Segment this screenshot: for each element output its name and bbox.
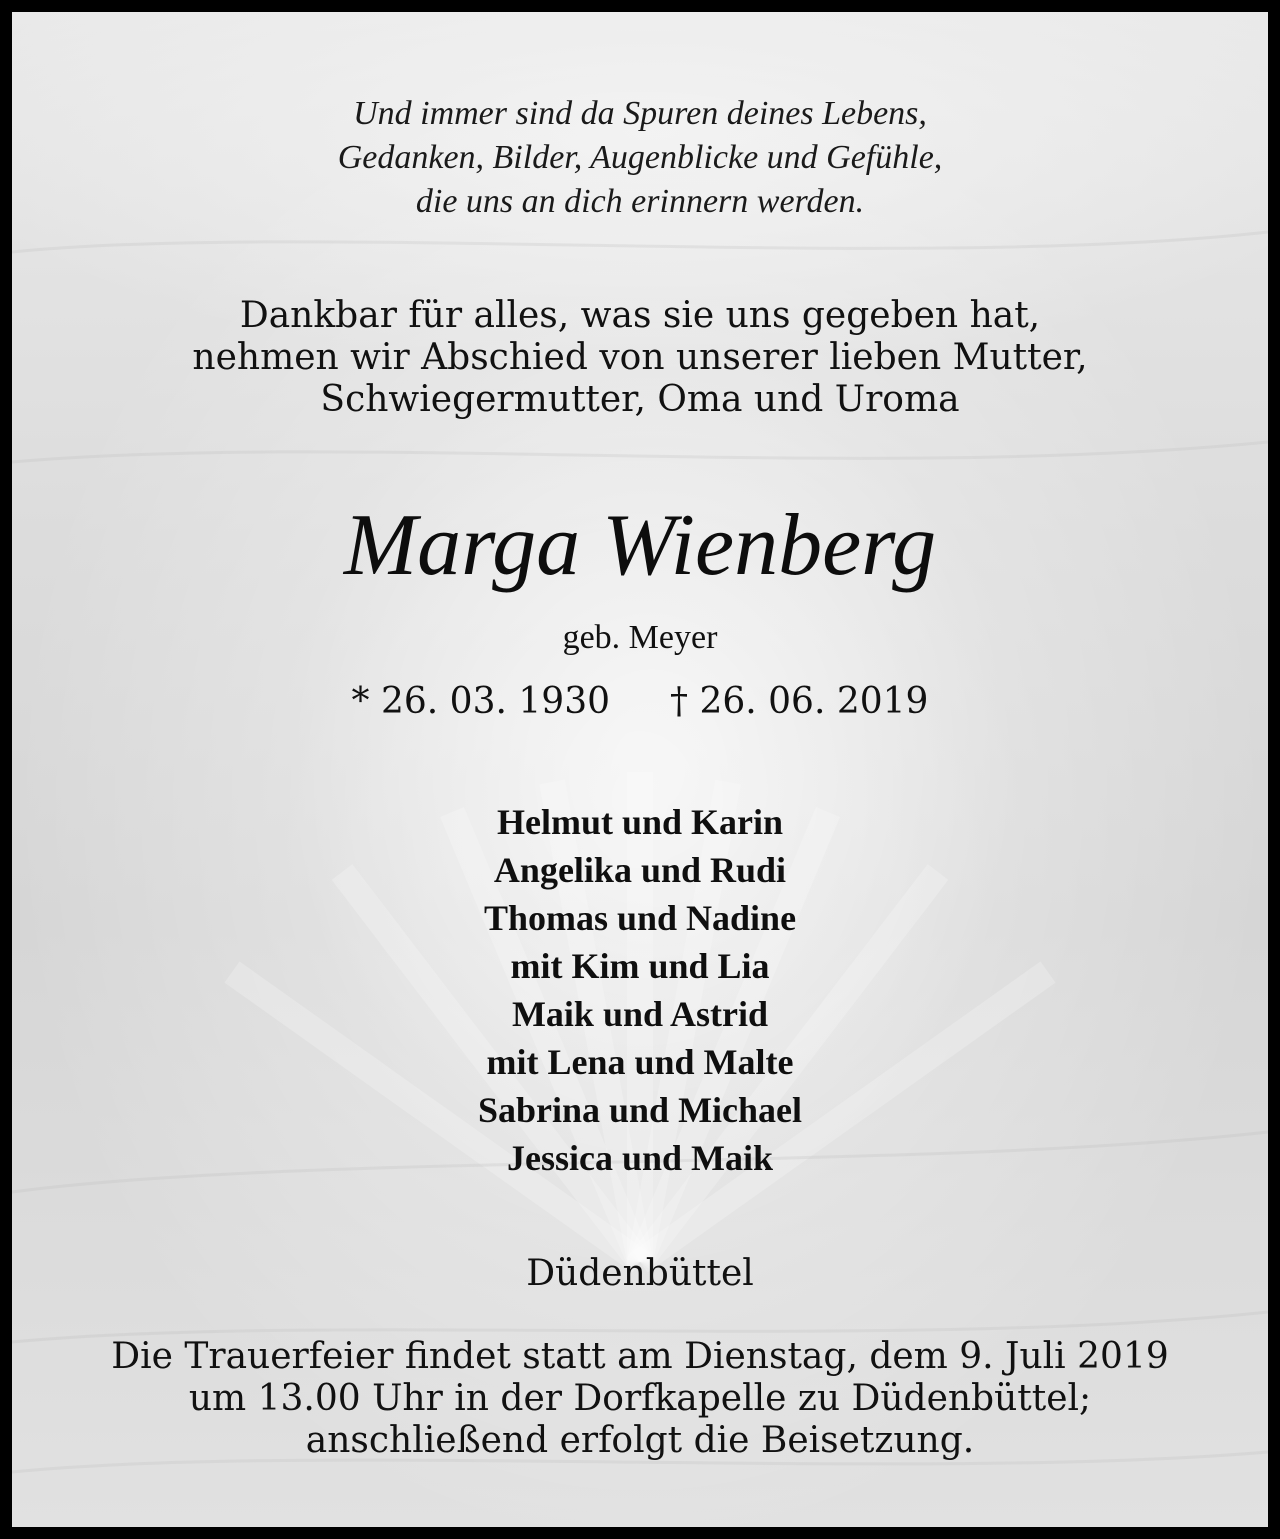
ceremony-info xyxy=(12,1336,1268,1462)
death-date: † 26. 06. 2019 xyxy=(670,681,929,722)
verse-line: Gedanken, Bilder, Augenblicke und Gefühle, xyxy=(337,139,943,176)
birth-date: * 26. 03. 1930 xyxy=(351,681,610,722)
mourner-line: mit Lena und Malte xyxy=(486,1042,794,1082)
maiden-name: geb. Meyer xyxy=(562,619,718,656)
mourner-line: mit Kim und Lia xyxy=(510,946,770,986)
deceased-name: Marga Wienberg xyxy=(343,497,937,594)
mourner-line: Jessica und Maik xyxy=(506,1138,774,1178)
mourner-line: Helmut und Karin xyxy=(496,802,784,842)
intro-text xyxy=(12,295,1268,421)
intro-line: Dankbar für alles, was sie uns gegeben hat, xyxy=(239,295,1041,336)
mourner-line: Thomas und Nadine xyxy=(483,898,797,938)
place-name: Düdenbüttel xyxy=(526,1253,754,1294)
mourners-list xyxy=(12,798,1268,1182)
verse-line: die uns an dich erinnern werden. xyxy=(415,183,865,220)
ceremony-line: um 13.00 Uhr in der Dorfkapelle zu Düdenbüttel; xyxy=(188,1378,1092,1419)
intro-line: Schwiegermutter, Oma und Uroma xyxy=(320,379,960,420)
verse-line: Und immer sind da Spuren deines Lebens, xyxy=(353,95,927,132)
intro-line: nehmen wir Abschied von unserer lieben Mutter, xyxy=(192,337,1088,378)
mourner-line: Maik und Astrid xyxy=(511,994,769,1034)
mourner-line: Angelika und Rudi xyxy=(493,850,787,890)
ceremony-line: anschließend erfolgt die Beisetzung. xyxy=(305,1420,975,1461)
memorial-verse xyxy=(12,92,1268,224)
ceremony-line: Die Trauerfeier findet statt am Dienstag, dem 9. Juli 2019 xyxy=(111,1336,1169,1377)
sun-rays-background xyxy=(12,12,1268,1527)
mourner-line: Sabrina und Michael xyxy=(477,1090,803,1130)
life-dates xyxy=(12,680,1268,724)
